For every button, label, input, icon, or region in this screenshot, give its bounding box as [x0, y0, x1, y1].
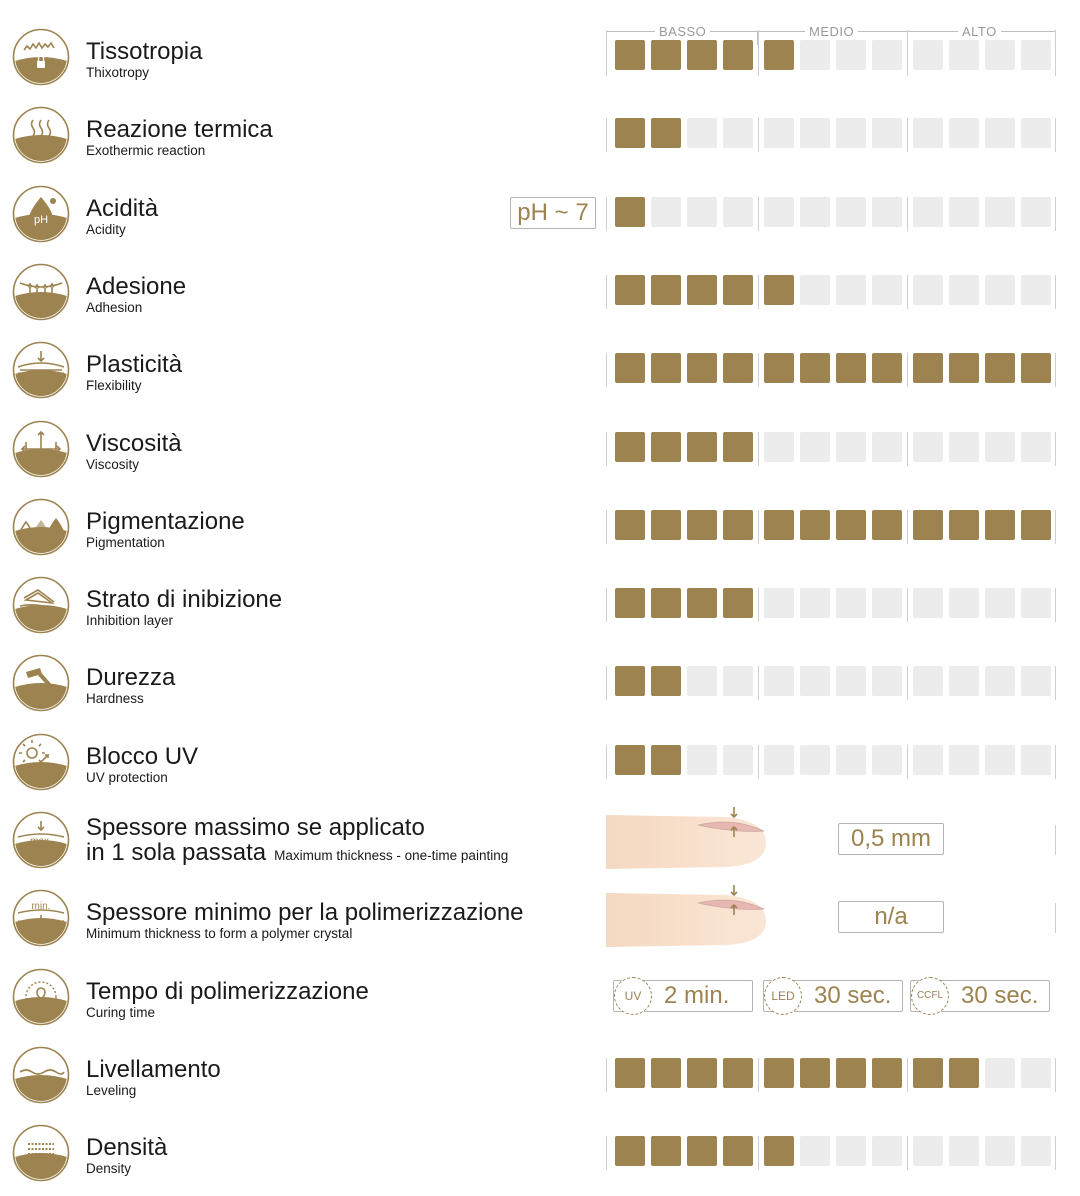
property-title: Spessore minimo per la polimerizzazione [86, 899, 524, 927]
level-box [615, 1136, 645, 1166]
property-row [0, 570, 1080, 648]
svg-text:max.: max. [30, 836, 52, 847]
scale-separator [758, 666, 759, 700]
level-box [651, 275, 681, 305]
level-box [985, 432, 1015, 462]
property-title: Strato di inibizione [86, 586, 283, 614]
level-box [836, 1136, 866, 1166]
thixotropy-icon [12, 28, 70, 86]
level-box [800, 353, 830, 383]
property-subtitle: Maximum thickness - one-time painting [274, 848, 509, 863]
level-box [872, 40, 902, 70]
level-box [651, 745, 681, 775]
curing-time-value: 30 sec. [814, 981, 892, 1009]
scale-separator [758, 510, 759, 544]
level-box [764, 118, 794, 148]
level-box [836, 40, 866, 70]
property-row [0, 962, 1080, 1040]
level-box [615, 745, 645, 775]
property-subtitle: UV protection [86, 769, 168, 785]
scale-separator [1055, 197, 1056, 231]
level-box [615, 118, 645, 148]
level-box [615, 353, 645, 383]
leveling-icon [12, 1046, 70, 1104]
property-subtitle: Viscosity [86, 456, 140, 472]
scale-separator [1055, 275, 1056, 309]
property-row [0, 1118, 1080, 1196]
level-box [985, 666, 1015, 696]
scale-separator [606, 588, 607, 622]
inhibition-layer-icon [12, 576, 70, 634]
scale-separator [1055, 666, 1056, 700]
level-box [836, 432, 866, 462]
scale-separator [606, 666, 607, 700]
scale-separator [907, 30, 908, 76]
level-box [764, 1058, 794, 1088]
level-box [836, 510, 866, 540]
level-box [615, 588, 645, 618]
property-row [0, 492, 1080, 570]
level-box [872, 666, 902, 696]
curing-time-ccfl [910, 980, 1050, 1012]
scale-separator [758, 1136, 759, 1170]
heat-icon [12, 106, 70, 164]
level-box [1021, 353, 1051, 383]
level-box [872, 1058, 902, 1088]
level-box [687, 197, 717, 227]
level-box [913, 197, 943, 227]
level-box [764, 666, 794, 696]
level-box [872, 432, 902, 462]
property-subtitle: Acidity [86, 221, 126, 237]
scale-separator [606, 745, 607, 779]
level-box [949, 745, 979, 775]
level-box [723, 118, 753, 148]
property-row [0, 100, 1080, 178]
row-separator [1055, 825, 1056, 855]
level-box [1021, 40, 1051, 70]
level-box [723, 666, 753, 696]
level-box [913, 353, 943, 383]
level-box [949, 588, 979, 618]
scale-separator [606, 432, 607, 466]
level-box [836, 275, 866, 305]
level-box [800, 1136, 830, 1166]
level-box [872, 197, 902, 227]
property-subtitle: Adhesion [86, 299, 143, 315]
ph-drop-icon [12, 185, 70, 243]
scale-separator [758, 30, 759, 76]
level-box [949, 353, 979, 383]
level-box [687, 1058, 717, 1088]
level-box [913, 1058, 943, 1088]
scale-separator [1055, 118, 1056, 152]
scale-label-high: ALTO [958, 24, 1001, 39]
level-box [651, 510, 681, 540]
level-box [872, 353, 902, 383]
hammer-icon [12, 654, 70, 712]
scale-separator [758, 588, 759, 622]
max-thickness-icon [12, 811, 70, 869]
level-box [723, 275, 753, 305]
scale-separator [1055, 353, 1056, 387]
thickness-value: n/a [838, 901, 944, 933]
level-box [800, 40, 830, 70]
level-box [723, 1058, 753, 1088]
level-box [1021, 588, 1051, 618]
level-box [764, 588, 794, 618]
scale-separator [1055, 1136, 1056, 1170]
level-box [913, 745, 943, 775]
property-subtitle: Curing time [86, 1004, 156, 1020]
level-box [913, 588, 943, 618]
property-subtitle: Flexibility [86, 378, 142, 394]
level-box [615, 432, 645, 462]
level-box [949, 666, 979, 696]
level-box [913, 40, 943, 70]
level-box [949, 197, 979, 227]
level-box [913, 510, 943, 540]
property-row [0, 335, 1080, 413]
level-box [836, 666, 866, 696]
scale-separator [907, 745, 908, 779]
level-box [651, 118, 681, 148]
level-box [687, 432, 717, 462]
property-title: Blocco UV [86, 742, 199, 770]
flexibility-icon [12, 341, 70, 399]
scale-separator [758, 745, 759, 779]
level-box [800, 510, 830, 540]
level-box [1021, 118, 1051, 148]
level-box [764, 353, 794, 383]
level-box [764, 745, 794, 775]
level-box [985, 588, 1015, 618]
property-title: Tempo di polimerizzazione [86, 977, 369, 1005]
property-row [0, 805, 1080, 883]
scale-separator [606, 275, 607, 309]
property-row [0, 22, 1080, 100]
level-box [985, 353, 1015, 383]
scale-separator [1055, 588, 1056, 622]
property-subtitle: Hardness [86, 691, 144, 707]
level-box [723, 510, 753, 540]
level-box [651, 40, 681, 70]
scale-separator [758, 275, 759, 309]
property-subtitle: Density [86, 1161, 132, 1177]
scale-separator [907, 353, 908, 387]
level-box [836, 118, 866, 148]
property-row [0, 414, 1080, 492]
finger-nail-illustration [606, 881, 771, 955]
level-box [1021, 275, 1051, 305]
thickness-value: 0,5 mm [838, 823, 944, 855]
level-box [800, 588, 830, 618]
property-subtitle: Leveling [86, 1082, 137, 1098]
level-box [985, 1058, 1015, 1088]
level-box [687, 1136, 717, 1166]
uv-block-icon [12, 733, 70, 791]
level-box [651, 353, 681, 383]
finger-nail-illustration [606, 803, 771, 877]
curing-time-value: 2 min. [664, 981, 730, 1009]
level-box [651, 588, 681, 618]
level-box [1021, 666, 1051, 696]
level-box [836, 745, 866, 775]
level-box [836, 588, 866, 618]
level-box [800, 275, 830, 305]
level-box [615, 666, 645, 696]
property-row [0, 257, 1080, 335]
level-box [913, 1136, 943, 1166]
scale-separator [758, 197, 759, 231]
level-box [651, 1058, 681, 1088]
level-box [764, 197, 794, 227]
scale-separator [1055, 510, 1056, 544]
property-title: Viscosità [86, 429, 182, 457]
level-box [800, 197, 830, 227]
level-box [723, 353, 753, 383]
level-box [913, 118, 943, 148]
level-box [651, 432, 681, 462]
scale-separator [907, 197, 908, 231]
level-box [913, 666, 943, 696]
level-box [723, 40, 753, 70]
scale-separator [907, 118, 908, 152]
level-box [764, 432, 794, 462]
property-title-line2 [86, 839, 508, 867]
curing-time-value: 30 sec. [961, 981, 1039, 1009]
level-box [687, 510, 717, 540]
scale-separator [758, 353, 759, 387]
property-title: Pigmentazione [86, 507, 245, 535]
level-box [913, 432, 943, 462]
level-box [723, 588, 753, 618]
level-box [949, 1136, 979, 1166]
level-box [615, 510, 645, 540]
level-box [949, 432, 979, 462]
level-box [836, 1058, 866, 1088]
scale-separator [907, 1136, 908, 1170]
level-box [872, 275, 902, 305]
level-box [985, 510, 1015, 540]
level-box [949, 40, 979, 70]
property-title: Adesione [86, 272, 187, 300]
property-title: Reazione termica [86, 116, 273, 144]
scale-separator [606, 510, 607, 544]
scale-separator [907, 510, 908, 544]
property-title: Plasticità [86, 351, 183, 379]
level-box [764, 40, 794, 70]
lamp-ccfl-icon: CCFL [911, 977, 949, 1015]
viscosity-icon [12, 420, 70, 478]
scale-separator [1055, 432, 1056, 466]
property-subtitle: Thixotropy [86, 65, 150, 80]
level-box [985, 118, 1015, 148]
level-box [800, 666, 830, 696]
level-box [1021, 197, 1051, 227]
level-box [949, 510, 979, 540]
level-box [1021, 745, 1051, 775]
scale-separator [907, 275, 908, 309]
level-box [615, 275, 645, 305]
property-row [0, 883, 1080, 961]
level-box [872, 1136, 902, 1166]
level-box [687, 588, 717, 618]
scale-separator [606, 1058, 607, 1092]
level-box [800, 1058, 830, 1088]
scale-separator [606, 197, 607, 231]
property-row [0, 727, 1080, 805]
svg-text:min.: min. [31, 901, 51, 913]
scale-separator [907, 1058, 908, 1092]
level-box [764, 510, 794, 540]
level-box [985, 40, 1015, 70]
property-title-cont: in 1 sola passata [86, 839, 267, 866]
level-box [723, 197, 753, 227]
level-box [723, 432, 753, 462]
level-box [651, 1136, 681, 1166]
level-box [1021, 1058, 1051, 1088]
scale-separator [606, 1136, 607, 1170]
level-box [1021, 1136, 1051, 1166]
level-box [872, 588, 902, 618]
level-box [764, 275, 794, 305]
level-box [615, 1058, 645, 1088]
scale-separator [1055, 30, 1056, 76]
property-row [0, 1040, 1080, 1118]
level-box [764, 1136, 794, 1166]
pigment-drops-icon [12, 498, 70, 556]
property-title: Tissotropia [86, 38, 203, 65]
level-box [949, 118, 979, 148]
level-box [800, 745, 830, 775]
level-box [723, 745, 753, 775]
property-subtitle: Pigmentation [86, 534, 165, 550]
level-box [985, 197, 1015, 227]
property-subtitle: Exothermic reaction [86, 143, 206, 159]
scale-separator [606, 118, 607, 152]
level-box [687, 745, 717, 775]
density-icon [12, 1124, 70, 1182]
svg-text:pH: pH [33, 213, 49, 226]
scale-separator [1055, 1058, 1056, 1092]
min-thickness-icon [12, 889, 70, 947]
level-box [949, 1058, 979, 1088]
level-box [800, 118, 830, 148]
scale-label-mid: MEDIO [805, 24, 858, 39]
property-row [0, 179, 1080, 257]
scale-separator [758, 1058, 759, 1092]
level-box [985, 745, 1015, 775]
property-title: Densità [86, 1134, 168, 1162]
level-box [651, 197, 681, 227]
scale-separator [907, 666, 908, 700]
level-box [836, 197, 866, 227]
level-box [687, 353, 717, 383]
level-box [949, 275, 979, 305]
property-subtitle: Inhibition layer [86, 613, 174, 629]
curing-time-uv [613, 980, 753, 1012]
property-title: Acidità [86, 194, 159, 222]
level-box [651, 666, 681, 696]
row-separator [1055, 903, 1056, 933]
level-box [687, 118, 717, 148]
level-box [615, 40, 645, 70]
ph-value-badge: pH ~ 7 [510, 197, 596, 229]
level-box [1021, 510, 1051, 540]
property-subtitle: Minimum thickness to form a polymer crystal [86, 926, 353, 942]
scale-separator [758, 118, 759, 152]
level-box [687, 275, 717, 305]
property-row [0, 648, 1080, 726]
level-box [985, 275, 1015, 305]
scale-separator [758, 432, 759, 466]
level-box [872, 745, 902, 775]
level-box [687, 666, 717, 696]
level-box [985, 1136, 1015, 1166]
lamp-uv-icon: UV [614, 977, 652, 1015]
level-box [872, 510, 902, 540]
adhesion-icon [12, 263, 70, 321]
lamp-led-icon: LED [764, 977, 802, 1015]
level-box [872, 118, 902, 148]
property-title: Durezza [86, 664, 176, 692]
level-box [687, 40, 717, 70]
level-box [913, 275, 943, 305]
scale-separator [907, 588, 908, 622]
level-box [723, 1136, 753, 1166]
scale-separator [606, 30, 607, 76]
property-title: Livellamento [86, 1055, 221, 1083]
level-box [615, 197, 645, 227]
scale-separator [1055, 745, 1056, 779]
scale-separator [907, 432, 908, 466]
level-box [836, 353, 866, 383]
level-box [1021, 432, 1051, 462]
curing-time-led [763, 980, 903, 1012]
scale-label-low: BASSO [655, 24, 710, 39]
curing-lamp-icon [12, 968, 70, 1026]
scale-separator [606, 353, 607, 387]
level-box [800, 432, 830, 462]
property-title: Spessore massimo se applicato [86, 814, 425, 841]
